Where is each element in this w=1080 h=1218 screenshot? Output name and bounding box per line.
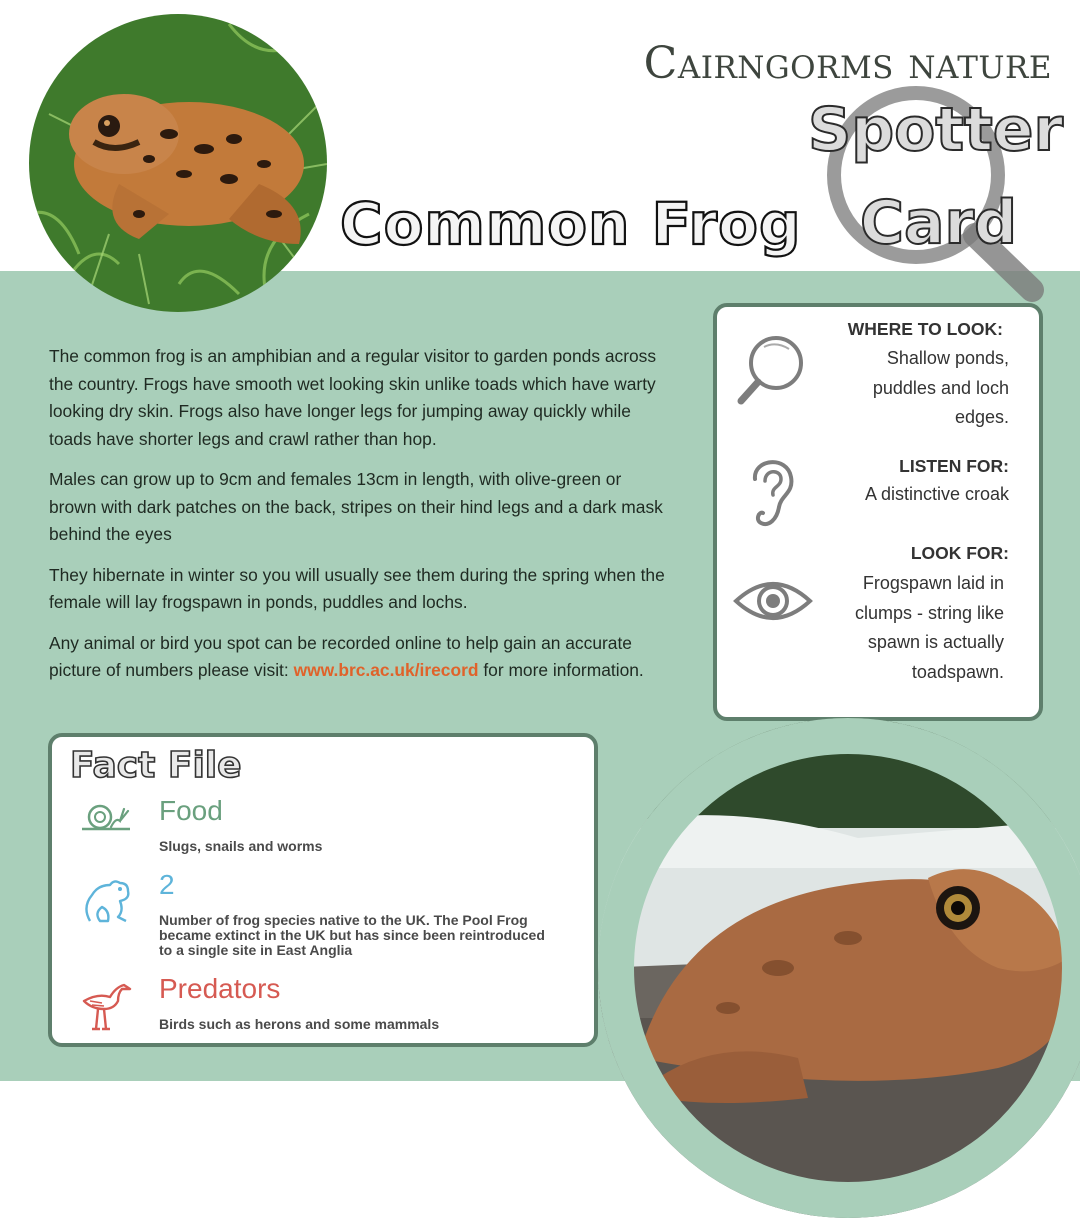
fact-file-title: Fact File <box>70 745 242 786</box>
where-to-look-title: WHERE TO LOOK: <box>847 319 1003 339</box>
intro-paragraph-record <box>49 630 669 685</box>
where-to-look-text <box>873 344 1009 433</box>
listen-for-title: LISTEN FOR: <box>899 456 1009 476</box>
frog-photo-bottom <box>598 718 1080 1218</box>
species-count-text: Number of frog species native to the UK. The Pool Frog became extinct in the UK but has since been reintroduced to a single site in East Anglia <box>159 912 545 958</box>
ear-icon <box>743 449 799 534</box>
heron-icon <box>80 979 132 1036</box>
species-count-heading: 2 <box>159 869 175 900</box>
look-line: clumps - string like <box>854 602 1004 623</box>
magnifier-icon <box>731 333 811 414</box>
look-for-text <box>855 569 1004 687</box>
irecord-link[interactable]: www.brc.ac.uk/irecord <box>293 660 479 680</box>
look-line: Frogspawn laid in <box>862 573 1004 593</box>
brand-title: Cairngorms nature <box>643 38 1052 89</box>
spotter-word: Spotter <box>808 95 1064 165</box>
look-line: spawn is actually <box>867 632 1004 652</box>
intro-paragraph: Males can grow up to 9cm and females 13cm in length, with olive-green or brown with dark patches on the back, stripes on their hind legs and a dark mask behind the eyes <box>49 469 663 544</box>
food-heading: Food <box>159 795 223 826</box>
snail-icon <box>80 799 132 838</box>
intro-paragraph: The common frog is an amphibian and a regular visitor to garden ponds across the country. Frogs have smooth wet looking skin unlike toads which have warty looking dry skin. Frogs also have longer legs for jumping away quickly while toads have shorter legs and crawl rather than hop. <box>49 346 657 449</box>
spotting-tips-card <box>713 303 1043 721</box>
record-text-end: for more information. <box>478 660 644 680</box>
where-line: Shallow ponds, <box>886 348 1009 368</box>
predators-heading: Predators <box>159 973 281 1004</box>
where-line: puddles and loch <box>872 377 1009 398</box>
fact-file-card <box>48 733 598 1047</box>
listen-for-text: A distinctive croak <box>864 484 1009 504</box>
intro-text <box>49 343 669 698</box>
eye-icon <box>733 575 813 632</box>
record-text: Any animal or bird you spot can be recorded online to help gain an accurate picture of numbers please visit: <box>49 632 632 680</box>
frog-photo-top <box>29 14 327 312</box>
intro-paragraph: They hibernate in winter so you will usually see them during the spring when the female will lay frogspawn in ponds, puddles and lochs. <box>49 564 665 612</box>
predators-text: Birds such as herons and some mammals <box>159 1016 440 1032</box>
look-line: toadspawn. <box>911 661 1004 682</box>
page-title: Common Frog <box>340 190 802 258</box>
look-for-title: LOOK FOR: <box>910 543 1009 563</box>
frog-icon <box>80 877 132 930</box>
where-line: edges. <box>954 407 1009 427</box>
food-text: Slugs, snails and worms <box>159 838 323 854</box>
card-word: Card <box>860 188 1018 258</box>
